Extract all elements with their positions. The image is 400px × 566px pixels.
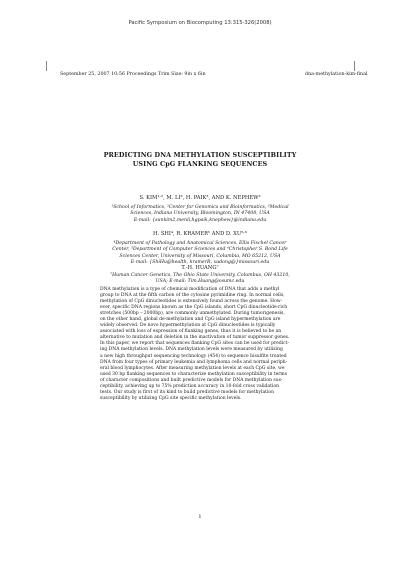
affiliation-line: Sciences Center, University of Missouri, Columbia, MO 65212, USA — [119, 253, 281, 259]
author-list: T.-H. HUANG⁷ — [181, 265, 219, 271]
affiliation-line: ⁴Department of Pathology and Anatomical Sciences, Ellis Fischel Cancer — [113, 241, 287, 246]
title-line: USING CpG FLANKING SEQUENCES — [132, 160, 268, 168]
abstract-line: alternative to mutation and deletion in the inactivation of tumor suppressor genes. — [100, 335, 290, 341]
page-number: 1 — [198, 514, 202, 520]
email-line: E-mail: {sunkim2,menli,hgpaik,knephew}@indiana.edu — [133, 217, 267, 223]
abstract-line: ing DNA methylation levels. DNA methylation levels were measured by utilizing — [100, 347, 283, 353]
affiliation-block — [70, 241, 330, 267]
proceedings-info: September 25, 2007 10:56 Proceedings Trim Size: 9in x 6in — [60, 72, 206, 77]
abstract-line: methylation of CpG dinucleotides is extensively found across the genome. How- — [100, 299, 283, 305]
abstract-line: DNA from four types of primary leukemia and lymphoma cells and normal periph- — [100, 359, 288, 365]
abstract-line: ever, specific DNA regions known as the CpG islands, short CpG dinucleotide-rich — [100, 305, 288, 311]
author-list: S. KIM¹˒², M. LI³, H. PAIK³, AND K. NEPHEW³ — [139, 195, 261, 201]
abstract-line: widely observed. De novo hypermethylation at CpG dinucleotides is typically — [100, 323, 276, 329]
abstract-line: stretches (500bp – 2000bp), are commonly unmethylated. During tumorigenesis, — [100, 311, 285, 317]
abstract-line: associated with loss of expression of flanking genes, thus it is believed to be an — [100, 329, 282, 335]
abstract — [100, 287, 300, 402]
abstract-line: on the other hand, global de-methylation and CpG island hypermethylation are — [100, 317, 281, 323]
affiliation-block — [70, 273, 330, 286]
abstract-line: a new high throughput sequencing technology (454) to sequence bisulfite treated — [100, 353, 287, 359]
abstract-line: of character compositions and built predictive models for DNA methylation sus- — [100, 377, 283, 383]
abstract-line: eral blood lymphocytes. After measuring methylation levels at each CpG site, we — [100, 365, 285, 371]
abstract-line: group to DNA at the fifth carbon of the cytosine pyrimidine ring. In normal cells, — [100, 293, 285, 299]
abstract-line: DNA methylation is a type of chemical modification of DNA that adds a methyl — [100, 287, 280, 292]
email-line: E-mail: {ShiHu@health, kramerR, xudong@}missouri.edu — [130, 260, 270, 266]
abstract-line: used 30 bp flanking sequences to characterize methylation susceptibility in terms — [100, 371, 288, 377]
paper-title — [0, 151, 400, 169]
abstract-line: In this paper, we report that sequences flanking CpG sites can be used for predict- — [100, 341, 289, 347]
affiliation-block — [70, 205, 330, 224]
abstract-line: susceptibility by utilizing CpG site specific methylation levels. — [100, 395, 242, 401]
email-line: USA; E-mail: Tim.Huang@osumc.edu — [155, 279, 245, 285]
author-list: H. SHI⁴, R. KRAMER⁵ AND D. XU⁵˒⁶ — [153, 231, 247, 237]
file-name: dna-methylation-kim-final — [305, 72, 368, 77]
running-header: Pacific Symposium on Biocomputing 13:315-326(2008) — [128, 20, 272, 26]
crop-mark — [46, 61, 47, 71]
affiliation-line: Sciences, Indiana University, Bloomington, IN 47408, USA — [130, 211, 270, 217]
abstract-line: tests. Our study is first of its kind to build predictive models for methylation — [100, 389, 274, 395]
title-line: PREDICTING DNA METHYLATION SUSCEPTIBILITY — [103, 151, 297, 159]
crop-mark — [354, 61, 355, 71]
affiliation-line: ¹School of Informatics, ²Center for Genomics and Bioinformatics, ³Medical — [111, 205, 289, 210]
abstract-line: ceptibility, achieving up to 75% prediction accuracy in 10-fold cross validation — [100, 383, 279, 389]
affiliation-line: Center, ⁵Department of Computer Sciences and ⁶Christopher S. Bond Life — [112, 247, 288, 253]
affiliation-line: ⁷Human Cancer Genetics, The Ohio State University, Columbus, OH 43210, — [110, 273, 290, 278]
